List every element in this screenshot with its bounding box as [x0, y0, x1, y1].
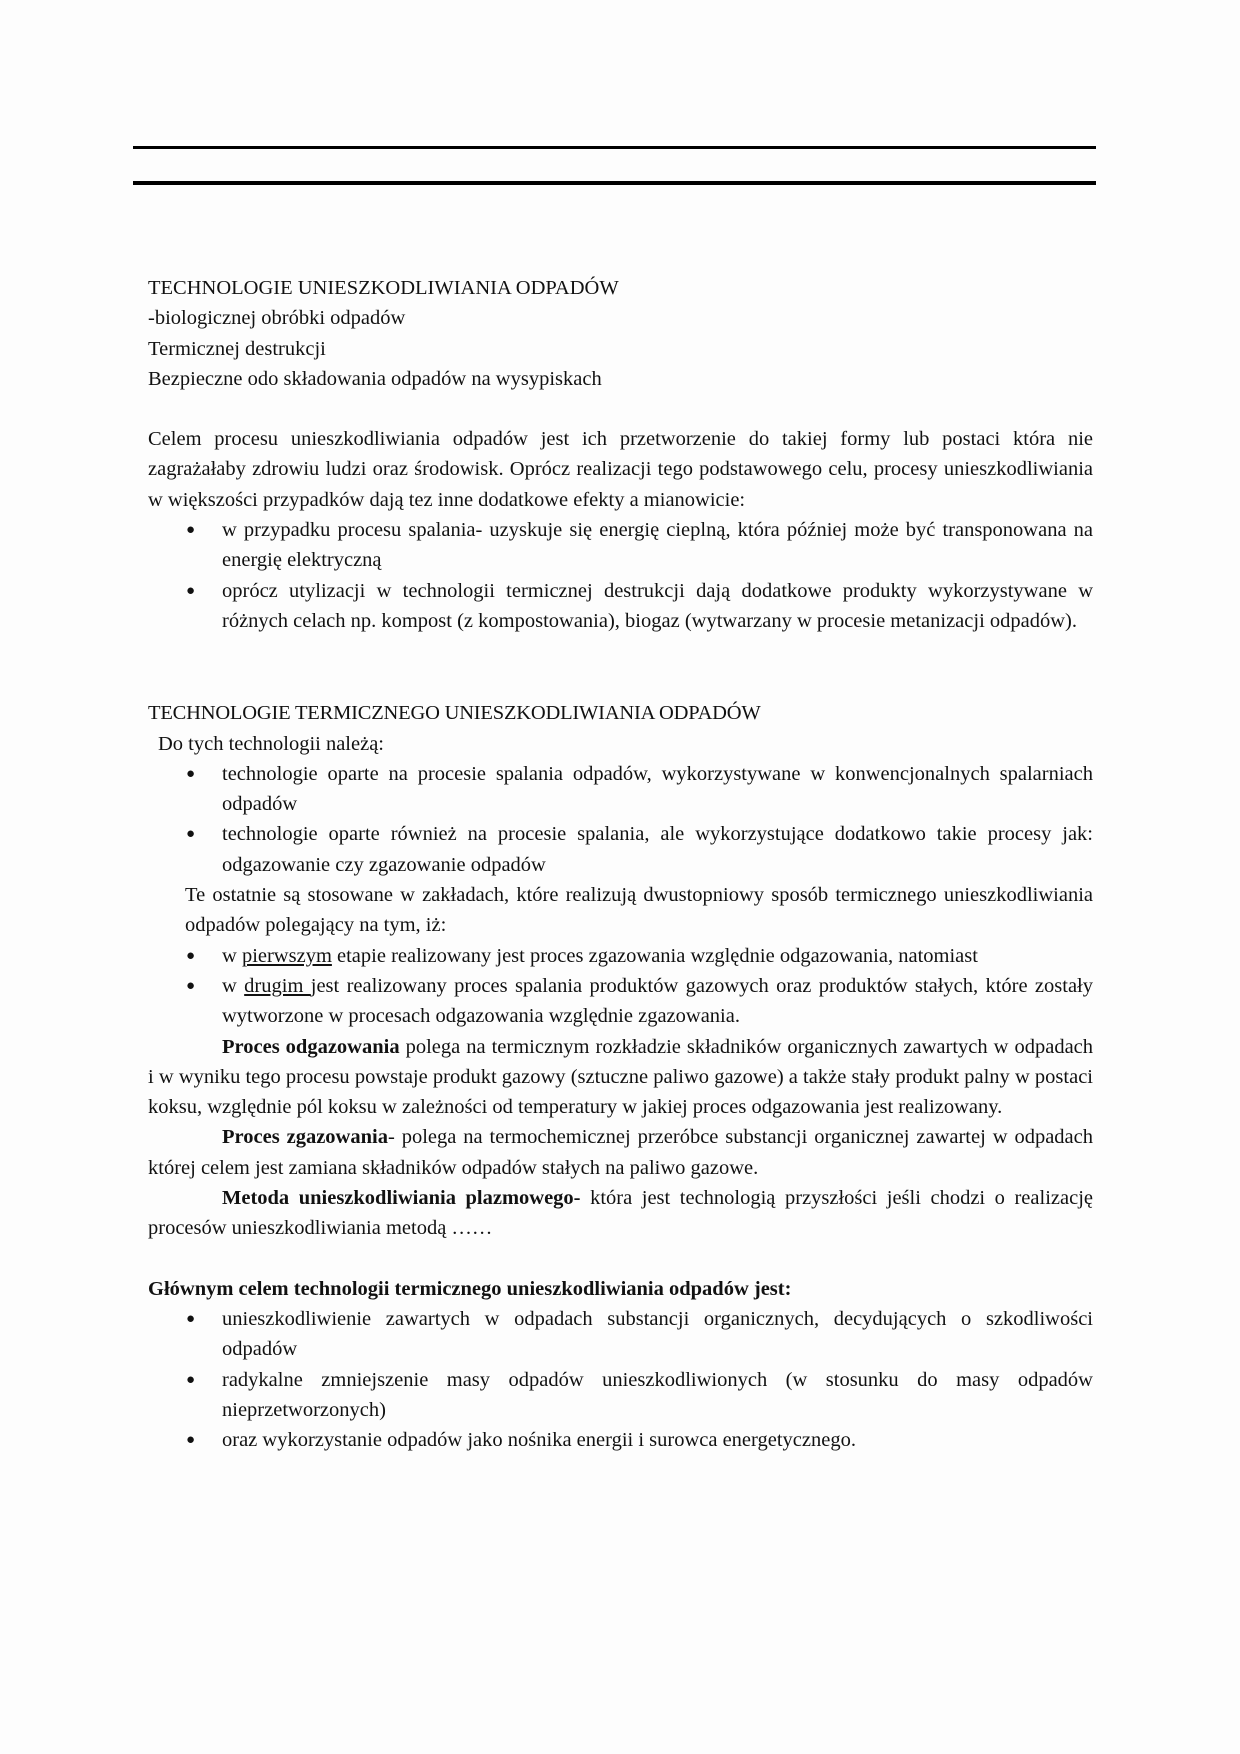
list-item: ● technologie oparte również na procesie spalania, ale wykorzystujące dodatkowo takie procesy jak: odgazowanie czy zgazowanie odpadów [148, 819, 1093, 880]
underlined-term: drugim [244, 974, 311, 997]
thermal-tech-list [148, 759, 1093, 880]
bullet-icon: ● [186, 522, 196, 539]
bullet-icon: ● [186, 765, 196, 782]
bullet-icon: ● [186, 947, 196, 964]
doc-title: TECHNOLOGIE UNIESZKODLIWIANIA ODPADÓW [148, 277, 619, 299]
list-item: ● radykalne zmniejszenie masy odpadów unieszkodliwionych (w stosunku do masy odpadów nieprzetworzonych) [148, 1365, 1093, 1426]
underlined-term: pierwszym [241, 944, 332, 967]
list-item: ● unieszkodliwienie zawartych w odpadach substancji organicznych, decydujących o szkodliwości odpadów [148, 1304, 1093, 1365]
intro-subtitle-3: Bezpieczne odo składowania odpadów na wysypiskach [148, 367, 602, 390]
bullet-icon: ● [186, 826, 196, 843]
list-item: ● w przypadku procesu spalania- uzyskuje się energię cieplną, która później może być transponowana na energię elektryczną [148, 515, 1093, 576]
document-body [148, 273, 1093, 1455]
header-rule-bottom [133, 181, 1096, 185]
section-title-goals: Głównym celem technologii termicznego unieszkodliwiania odpadów jest: [148, 1277, 792, 1300]
two-stage-note: Te ostatnie są stosowane w zakładach, które realizują dwustopniowy sposób termicznego unieszkodliwiania odpadów polegający na tym, iż: [185, 884, 1093, 937]
stages-list [148, 941, 1093, 1032]
section-title-thermal: TECHNOLOGIE TERMICZNEGO UNIESZKODLIWIANIA ODPADÓW [148, 702, 761, 725]
bullet-icon: ● [186, 1310, 196, 1327]
paragraph-odgazowanie: Proces odgazowania polega na termicznym rozkładzie składników organicznych zawartych w odpadach i w wyniku tego procesu powstaje produkt gazowy (sztuczne paliwo gazowe) a także stały produkt palny w postaci koksu, względnie pól koksu w zależności od temperatury w jakiej proces odgazowania jest realizowany. [148, 1035, 1094, 1119]
list-item: ● technologie oparte na procesie spalania odpadów, wykorzystywane w konwencjonalnych spalarniach odpadów [148, 759, 1093, 820]
list-item: ● oprócz utylizacji w technologii termicznej destrukcji dają dodatkowe produkty wykorzystywane w różnych celach np. kompost (z kompostowania), biogaz (wytwarzany w procesie metanizacji odpadów). [148, 576, 1093, 637]
paragraph-zgazowanie: Proces zgazowania- polega na termochemicznej przeróbce substancji organicznej zawartej w odpadach której celem jest zamiana składników odpadów stałych na paliwo gazowe. [148, 1126, 1093, 1179]
bullet-icon: ● [186, 1371, 196, 1388]
goals-list [148, 1304, 1093, 1455]
paragraph-plazma: Metoda unieszkodliwiania plazmowego- która jest technologią przyszłości jeśli chodzi o realizację procesów unieszkodliwiania metodą …… [148, 1187, 1093, 1240]
effects-list [148, 515, 1093, 636]
list-item: ● w drugim jest realizowany proces spalania produktów gazowych oraz produktów stałych, które zostały wytworzone w procesach odgazowania względnie zgazowania. [148, 971, 1093, 1032]
paragraph-goal: Celem procesu unieszkodliwiania odpadów jest ich przetworzenie do takiej formy lub postaci która nie zagrażałaby zdrowiu ludzi oraz środowisk. Oprócz realizacji tego podstawowego celu, procesy unieszkodliwiania w większości przypadków dają tez inne dodatkowe efekty a mianowicie: [148, 428, 1093, 511]
list-item: ● oraz wykorzystanie odpadów jako nośnika energii i surowca energetycznego. [148, 1425, 1093, 1455]
intro-subtitle-1: -biologicznej obróbki odpadów [148, 307, 406, 330]
bullet-icon: ● [186, 1432, 196, 1449]
bullet-icon: ● [186, 582, 196, 599]
header-rule-top [133, 146, 1096, 149]
section-lead: Do tych technologii należą: [158, 732, 384, 755]
list-item: ● w pierwszym etapie realizowany jest proces zgazowania względnie odgazowania, natomiast [148, 941, 1093, 971]
intro-subtitle-2: Termicznej destrukcji [148, 337, 326, 360]
bullet-icon: ● [186, 977, 196, 994]
